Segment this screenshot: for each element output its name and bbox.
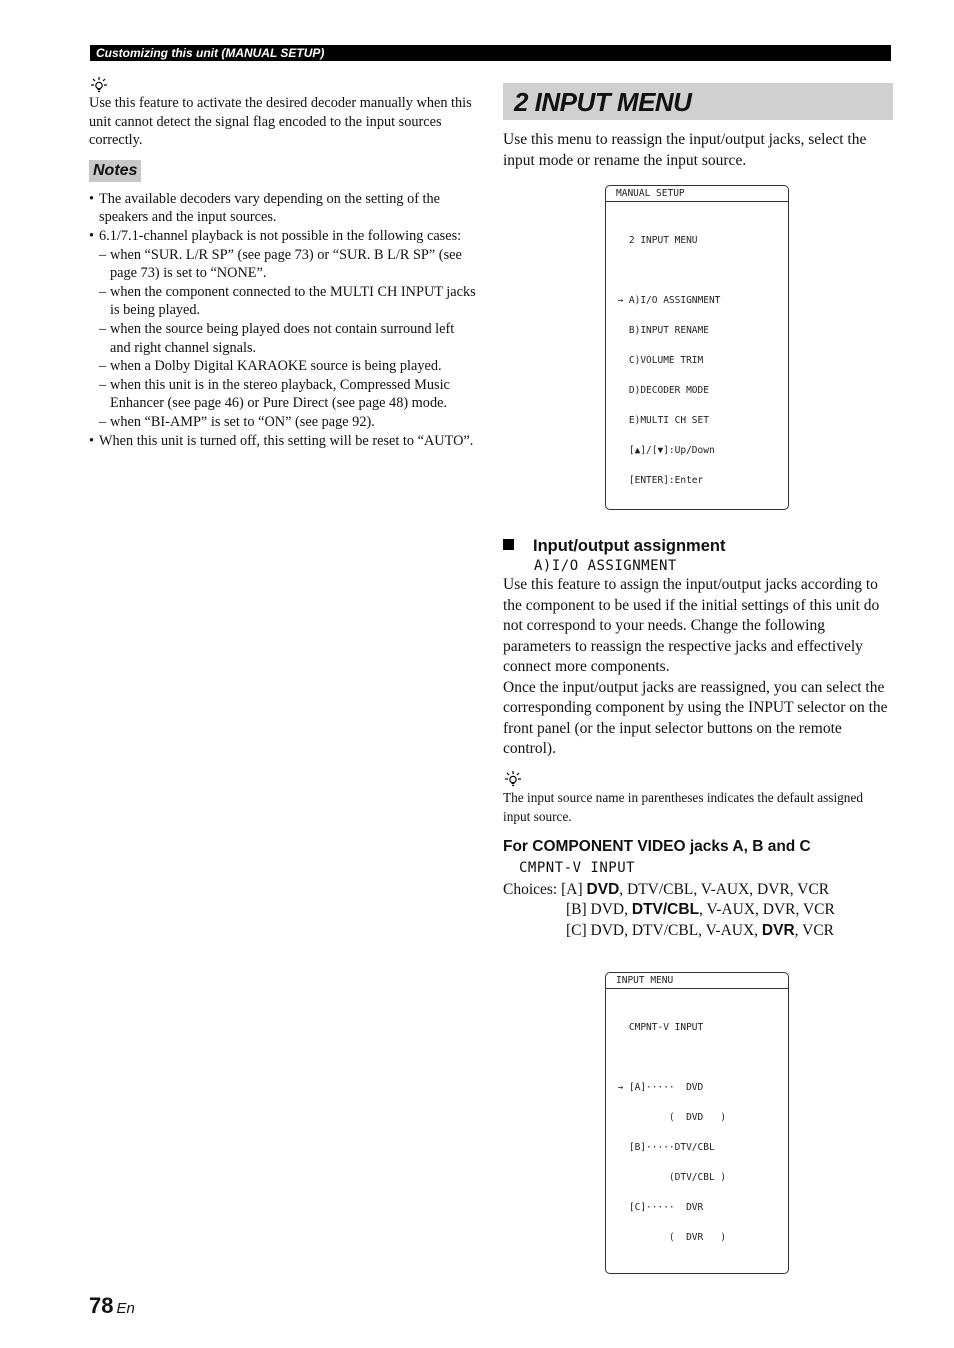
square-bullet-icon xyxy=(503,539,514,550)
choice-row: [B] DVD, DTV/CBL, V-AUX, DVR, VCR xyxy=(566,901,835,918)
osd-line: [B]·····DTV/CBL xyxy=(606,1142,715,1153)
case-item: – when a Dolby Digital KARAOKE source is being played. xyxy=(99,357,477,376)
osd-body xyxy=(606,989,788,1273)
tip-paragraph: The input source name in parentheses indicates the default assigned input source. xyxy=(503,789,864,824)
tip-paragraph: Use this feature to activate the desired decoder manually when this unit cannot detect the signal flag encoded to the input sources correctly. xyxy=(89,95,472,149)
body-paragraph: Once the input/output jacks are reassigned, you can select the corresponding component by using the INPUT selector on the front panel (or the input selector buttons on the remote control). xyxy=(503,678,888,757)
left-column xyxy=(89,76,477,450)
choice-row: [C] DVD, DTV/CBL, V-AUX, DVR, VCR xyxy=(566,921,834,939)
note-item: • 6.1/7.1-channel playback is not possible in the following cases: – when “SUR. L/R SP” (see page 73) or “SUR. B L/R SP” (see page 73) is set to “NONE”. – when the component connected to the MULTI CH INPUT jacks is being played. – when the source being played does not contain surround left and right channel signals. – when a Dolby Digital KARAOKE source is being played. – when this unit is in the stereo playback, Compressed Music Enhancer (see page 46) or Pure Direct (see page 48) mode. – when “BI-AMP” is set to “ON” (see page 92). xyxy=(89,227,477,432)
osd-line: E)MULTI CH SET xyxy=(606,415,709,426)
right-column xyxy=(503,83,893,1274)
osd-line: B)INPUT RENAME xyxy=(606,325,709,336)
default-choice: DVR xyxy=(761,921,795,939)
case-item: – when “BI-AMP” is set to “ON” (see page 92). xyxy=(99,413,477,432)
choice-row: Choices: [A] DVD, DTV/CBL, V-AUX, DVR, VCR xyxy=(503,880,830,898)
title-bar xyxy=(503,83,893,120)
default-choice: DVD xyxy=(586,880,620,898)
osd-screen-input-menu xyxy=(605,972,789,1274)
osd-line: [▲]/[▼]:Up/Down xyxy=(606,445,715,456)
osd-line: (DTV/CBL ) xyxy=(606,1172,727,1183)
lightbulb-tip-icon xyxy=(503,770,523,788)
osd-line: C)VOLUME TRIM xyxy=(606,355,704,366)
lightbulb-tip-icon xyxy=(89,76,109,94)
note-item: • The available decoders vary depending on the setting of the speakers and the input sources. xyxy=(89,190,477,227)
section-header-bar xyxy=(90,45,891,61)
osd-line xyxy=(606,1053,788,1063)
osd-line: CMPNT-V INPUT xyxy=(606,1022,704,1033)
page-title: 2 INPUT MENU xyxy=(514,87,692,117)
osd-body xyxy=(606,202,788,509)
osd-line: D)DECODER MODE xyxy=(606,385,709,396)
case-item: – when the source being played does not contain surround left and right channel signals. xyxy=(99,320,477,357)
case-item: – when this unit is in the stereo playback, Compressed Music Enhancer (see page 46) or Pure Direct (see page 48) mode. xyxy=(99,376,477,413)
osd-screen-manual-setup xyxy=(605,185,789,510)
osd-line xyxy=(606,266,788,276)
section-osd-label: A)I/O ASSIGNMENT xyxy=(534,558,677,574)
choices-block xyxy=(503,880,893,942)
osd-title: INPUT MENU xyxy=(606,973,788,989)
osd-line: [ENTER]:Enter xyxy=(606,475,704,486)
section-header-title: Customizing this unit (MANUAL SETUP) xyxy=(96,46,325,60)
sub-osd-label: CMPNT-V INPUT xyxy=(519,859,636,876)
body-paragraph: Use this feature to assign the input/output jacks according to the component to be used if the initial settings of this unit do not correspond to your needs. Change the following parameters to reassign the respective jacks and effectively connect more components. xyxy=(503,576,880,675)
osd-line: → A)I/O ASSIGNMENT xyxy=(606,295,721,306)
sub-heading: For COMPONENT VIDEO jacks A, B and C xyxy=(503,837,811,855)
osd-line: → [A]····· DVD xyxy=(606,1082,704,1093)
case-item: – when “SUR. L/R SP” (see page 73) or “SUR. B L/R SP” (see page 73) is set to “NONE”. xyxy=(99,246,477,283)
case-item: – when the component connected to the MULTI CH INPUT jacks is being played. xyxy=(99,283,477,320)
osd-line: ( DVD ) xyxy=(606,1112,727,1123)
osd-line: 2 INPUT MENU xyxy=(606,235,698,246)
section-heading: Input/output assignment xyxy=(503,536,893,556)
osd-line: [C]····· DVR xyxy=(606,1202,704,1213)
page-number: 78 En xyxy=(89,1293,135,1318)
notes-heading: Notes xyxy=(89,160,141,182)
intro-paragraph: Use this menu to reassign the input/output jacks, select the input mode or rename the input source. xyxy=(503,131,867,169)
default-choice: DTV/CBL xyxy=(631,901,700,918)
osd-line: ( DVR ) xyxy=(606,1232,727,1243)
osd-title: MANUAL SETUP xyxy=(606,186,788,202)
notes-list xyxy=(89,190,477,450)
cases-list xyxy=(99,246,477,432)
note-item: • When this unit is turned off, this setting will be reset to “AUTO”. xyxy=(89,432,477,451)
